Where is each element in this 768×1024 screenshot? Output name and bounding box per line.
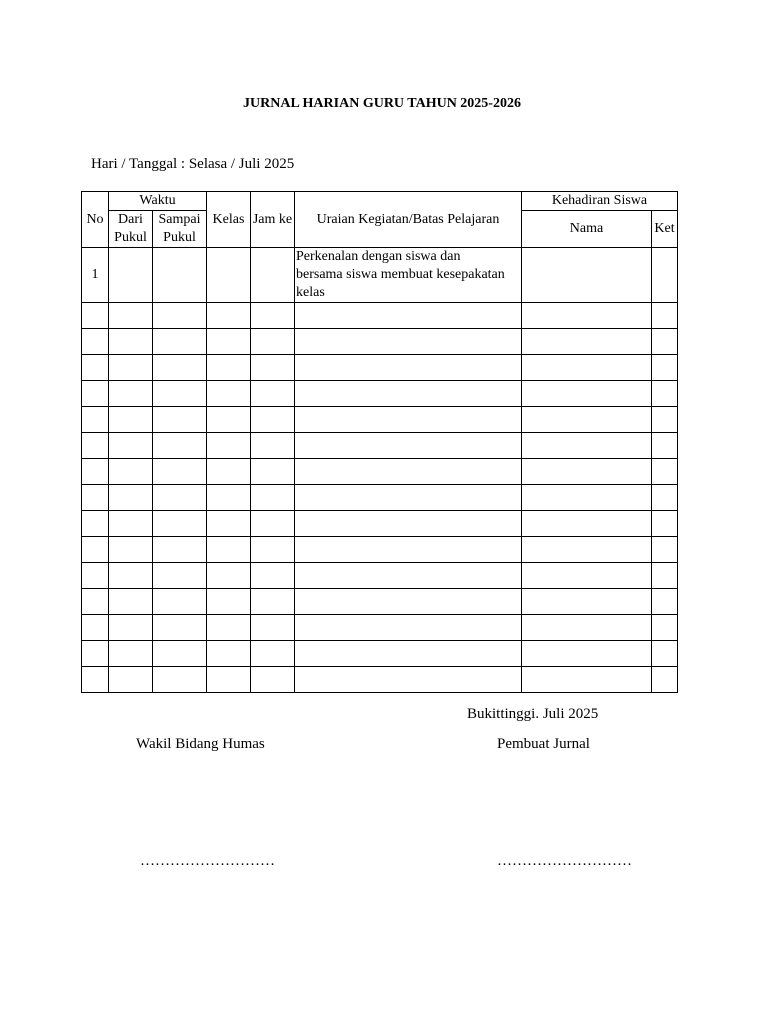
cell-jam-ke bbox=[251, 563, 295, 589]
column-header-sampai-pukul bbox=[153, 211, 207, 248]
cell-no bbox=[82, 355, 109, 381]
place-date-line: Bukittinggi. Juli 2025 bbox=[467, 706, 599, 722]
cell-dari-pukul bbox=[109, 248, 153, 303]
cell-kelas bbox=[207, 537, 251, 563]
cell-uraian bbox=[295, 329, 522, 355]
cell-sampai-pukul bbox=[153, 667, 207, 693]
cell-dari-pukul bbox=[109, 381, 153, 407]
cell-dari-pukul bbox=[109, 589, 153, 615]
cell-dari-pukul bbox=[109, 329, 153, 355]
table-row bbox=[82, 355, 678, 381]
cell-uraian bbox=[295, 563, 522, 589]
cell-no bbox=[82, 511, 109, 537]
cell-ket bbox=[652, 433, 678, 459]
cell-ket bbox=[652, 355, 678, 381]
cell-no bbox=[82, 563, 109, 589]
sampai-label: Sampai bbox=[158, 212, 201, 227]
table-row bbox=[82, 485, 678, 511]
cell-jam-ke bbox=[251, 485, 295, 511]
cell-uraian bbox=[295, 667, 522, 693]
cell-sampai-pukul bbox=[153, 615, 207, 641]
cell-nama bbox=[522, 381, 652, 407]
cell-kelas bbox=[207, 329, 251, 355]
cell-dari-pukul bbox=[109, 485, 153, 511]
cell-no bbox=[82, 303, 109, 329]
cell-no bbox=[82, 537, 109, 563]
cell-kelas bbox=[207, 355, 251, 381]
sampai-pukul-label: Pukul bbox=[163, 230, 196, 245]
table-row bbox=[82, 459, 678, 485]
cell-nama bbox=[522, 303, 652, 329]
cell-dari-pukul bbox=[109, 537, 153, 563]
header-row-1 bbox=[82, 192, 678, 211]
cell-jam-ke bbox=[251, 303, 295, 329]
column-header-nama: Nama bbox=[522, 211, 652, 248]
right-signatory-role: Pembuat Jurnal bbox=[497, 736, 590, 752]
cell-uraian bbox=[295, 459, 522, 485]
cell-dari-pukul bbox=[109, 615, 153, 641]
cell-sampai-pukul bbox=[153, 511, 207, 537]
cell-dari-pukul bbox=[109, 511, 153, 537]
cell-nama bbox=[522, 511, 652, 537]
table-row bbox=[82, 615, 678, 641]
cell-nama bbox=[522, 589, 652, 615]
cell-ket bbox=[652, 329, 678, 355]
cell-no bbox=[82, 407, 109, 433]
cell-kelas bbox=[207, 433, 251, 459]
table-row bbox=[82, 667, 678, 693]
cell-jam-ke bbox=[251, 537, 295, 563]
cell-kelas bbox=[207, 615, 251, 641]
column-header-dari-pukul bbox=[109, 211, 153, 248]
cell-no: 1 bbox=[82, 248, 109, 303]
cell-jam-ke bbox=[251, 329, 295, 355]
cell-no bbox=[82, 641, 109, 667]
cell-uraian bbox=[295, 433, 522, 459]
cell-ket bbox=[652, 248, 678, 303]
cell-no bbox=[82, 615, 109, 641]
cell-sampai-pukul bbox=[153, 303, 207, 329]
day-date-line: Hari / Tanggal : Selasa / Juli 2025 bbox=[91, 156, 295, 172]
column-header-no: No bbox=[82, 192, 109, 248]
cell-nama bbox=[522, 248, 652, 303]
uraian-line: Perkenalan dengan siswa dan bbox=[296, 249, 461, 264]
cell-ket bbox=[652, 641, 678, 667]
table-row bbox=[82, 381, 678, 407]
cell-sampai-pukul bbox=[153, 248, 207, 303]
cell-nama bbox=[522, 459, 652, 485]
cell-kelas bbox=[207, 667, 251, 693]
column-header-kelas: Kelas bbox=[207, 192, 251, 248]
cell-kelas bbox=[207, 485, 251, 511]
cell-kelas bbox=[207, 248, 251, 303]
cell-no bbox=[82, 381, 109, 407]
cell-nama bbox=[522, 433, 652, 459]
column-group-waktu: Waktu bbox=[109, 192, 207, 211]
cell-ket bbox=[652, 615, 678, 641]
cell-jam-ke bbox=[251, 248, 295, 303]
cell-sampai-pukul bbox=[153, 537, 207, 563]
cell-uraian bbox=[295, 589, 522, 615]
cell-no bbox=[82, 589, 109, 615]
cell-jam-ke bbox=[251, 355, 295, 381]
cell-nama bbox=[522, 667, 652, 693]
cell-ket bbox=[652, 667, 678, 693]
table-row bbox=[82, 329, 678, 355]
dari-pukul-label: Pukul bbox=[114, 230, 147, 245]
dari-label: Dari bbox=[118, 212, 143, 227]
cell-nama bbox=[522, 329, 652, 355]
cell-uraian bbox=[295, 511, 522, 537]
cell-no bbox=[82, 667, 109, 693]
column-header-jam-ke: Jam ke bbox=[251, 192, 295, 248]
cell-jam-ke bbox=[251, 433, 295, 459]
cell-uraian bbox=[295, 537, 522, 563]
cell-ket bbox=[652, 407, 678, 433]
table-row bbox=[82, 303, 678, 329]
cell-sampai-pukul bbox=[153, 433, 207, 459]
cell-sampai-pukul bbox=[153, 641, 207, 667]
left-signature-line: ……………………… bbox=[140, 853, 275, 869]
cell-ket bbox=[652, 563, 678, 589]
cell-nama bbox=[522, 485, 652, 511]
left-signatory-role: Wakil Bidang Humas bbox=[136, 736, 265, 752]
cell-jam-ke bbox=[251, 615, 295, 641]
cell-uraian bbox=[295, 355, 522, 381]
cell-ket bbox=[652, 303, 678, 329]
cell-sampai-pukul bbox=[153, 485, 207, 511]
cell-uraian bbox=[295, 381, 522, 407]
table-row bbox=[82, 407, 678, 433]
cell-jam-ke bbox=[251, 407, 295, 433]
cell-ket bbox=[652, 381, 678, 407]
column-header-ket: Ket bbox=[652, 211, 678, 248]
cell-kelas bbox=[207, 459, 251, 485]
table-row bbox=[82, 537, 678, 563]
table-row bbox=[82, 563, 678, 589]
column-group-kehadiran: Kehadiran Siswa bbox=[522, 192, 678, 211]
column-header-uraian: Uraian Kegiatan/Batas Pelajaran bbox=[295, 192, 522, 248]
cell-nama bbox=[522, 407, 652, 433]
cell-jam-ke bbox=[251, 381, 295, 407]
journal-table bbox=[81, 191, 678, 693]
table-row bbox=[82, 511, 678, 537]
cell-no bbox=[82, 433, 109, 459]
cell-jam-ke bbox=[251, 511, 295, 537]
cell-ket bbox=[652, 511, 678, 537]
cell-kelas bbox=[207, 407, 251, 433]
cell-sampai-pukul bbox=[153, 589, 207, 615]
cell-ket bbox=[652, 589, 678, 615]
cell-uraian bbox=[295, 248, 522, 303]
cell-sampai-pukul bbox=[153, 563, 207, 589]
cell-uraian bbox=[295, 407, 522, 433]
cell-jam-ke bbox=[251, 641, 295, 667]
cell-uraian bbox=[295, 641, 522, 667]
cell-dari-pukul bbox=[109, 667, 153, 693]
cell-dari-pukul bbox=[109, 303, 153, 329]
cell-uraian bbox=[295, 615, 522, 641]
cell-uraian bbox=[295, 303, 522, 329]
uraian-line: bersama siswa membuat kesepakatan bbox=[296, 267, 505, 282]
cell-dari-pukul bbox=[109, 407, 153, 433]
cell-no bbox=[82, 485, 109, 511]
cell-kelas bbox=[207, 303, 251, 329]
cell-sampai-pukul bbox=[153, 407, 207, 433]
cell-nama bbox=[522, 537, 652, 563]
table-row bbox=[82, 589, 678, 615]
cell-kelas bbox=[207, 381, 251, 407]
table-row bbox=[82, 641, 678, 667]
cell-nama bbox=[522, 641, 652, 667]
cell-kelas bbox=[207, 641, 251, 667]
cell-jam-ke bbox=[251, 667, 295, 693]
right-signature-line: ……………………… bbox=[497, 853, 632, 869]
document-title: JURNAL HARIAN GURU TAHUN 2025-2026 bbox=[243, 96, 521, 111]
cell-kelas bbox=[207, 589, 251, 615]
cell-sampai-pukul bbox=[153, 459, 207, 485]
cell-sampai-pukul bbox=[153, 355, 207, 381]
uraian-line: kelas bbox=[296, 285, 325, 300]
cell-dari-pukul bbox=[109, 563, 153, 589]
cell-nama bbox=[522, 563, 652, 589]
cell-no bbox=[82, 329, 109, 355]
cell-kelas bbox=[207, 563, 251, 589]
cell-sampai-pukul bbox=[153, 381, 207, 407]
cell-sampai-pukul bbox=[153, 329, 207, 355]
cell-dari-pukul bbox=[109, 433, 153, 459]
cell-dari-pukul bbox=[109, 459, 153, 485]
cell-no bbox=[82, 459, 109, 485]
cell-ket bbox=[652, 537, 678, 563]
cell-uraian bbox=[295, 485, 522, 511]
table-row bbox=[82, 248, 678, 303]
cell-jam-ke bbox=[251, 589, 295, 615]
cell-nama bbox=[522, 355, 652, 381]
cell-nama bbox=[522, 615, 652, 641]
cell-ket bbox=[652, 485, 678, 511]
cell-kelas bbox=[207, 511, 251, 537]
cell-dari-pukul bbox=[109, 641, 153, 667]
cell-ket bbox=[652, 459, 678, 485]
cell-jam-ke bbox=[251, 459, 295, 485]
cell-dari-pukul bbox=[109, 355, 153, 381]
table-row bbox=[82, 433, 678, 459]
